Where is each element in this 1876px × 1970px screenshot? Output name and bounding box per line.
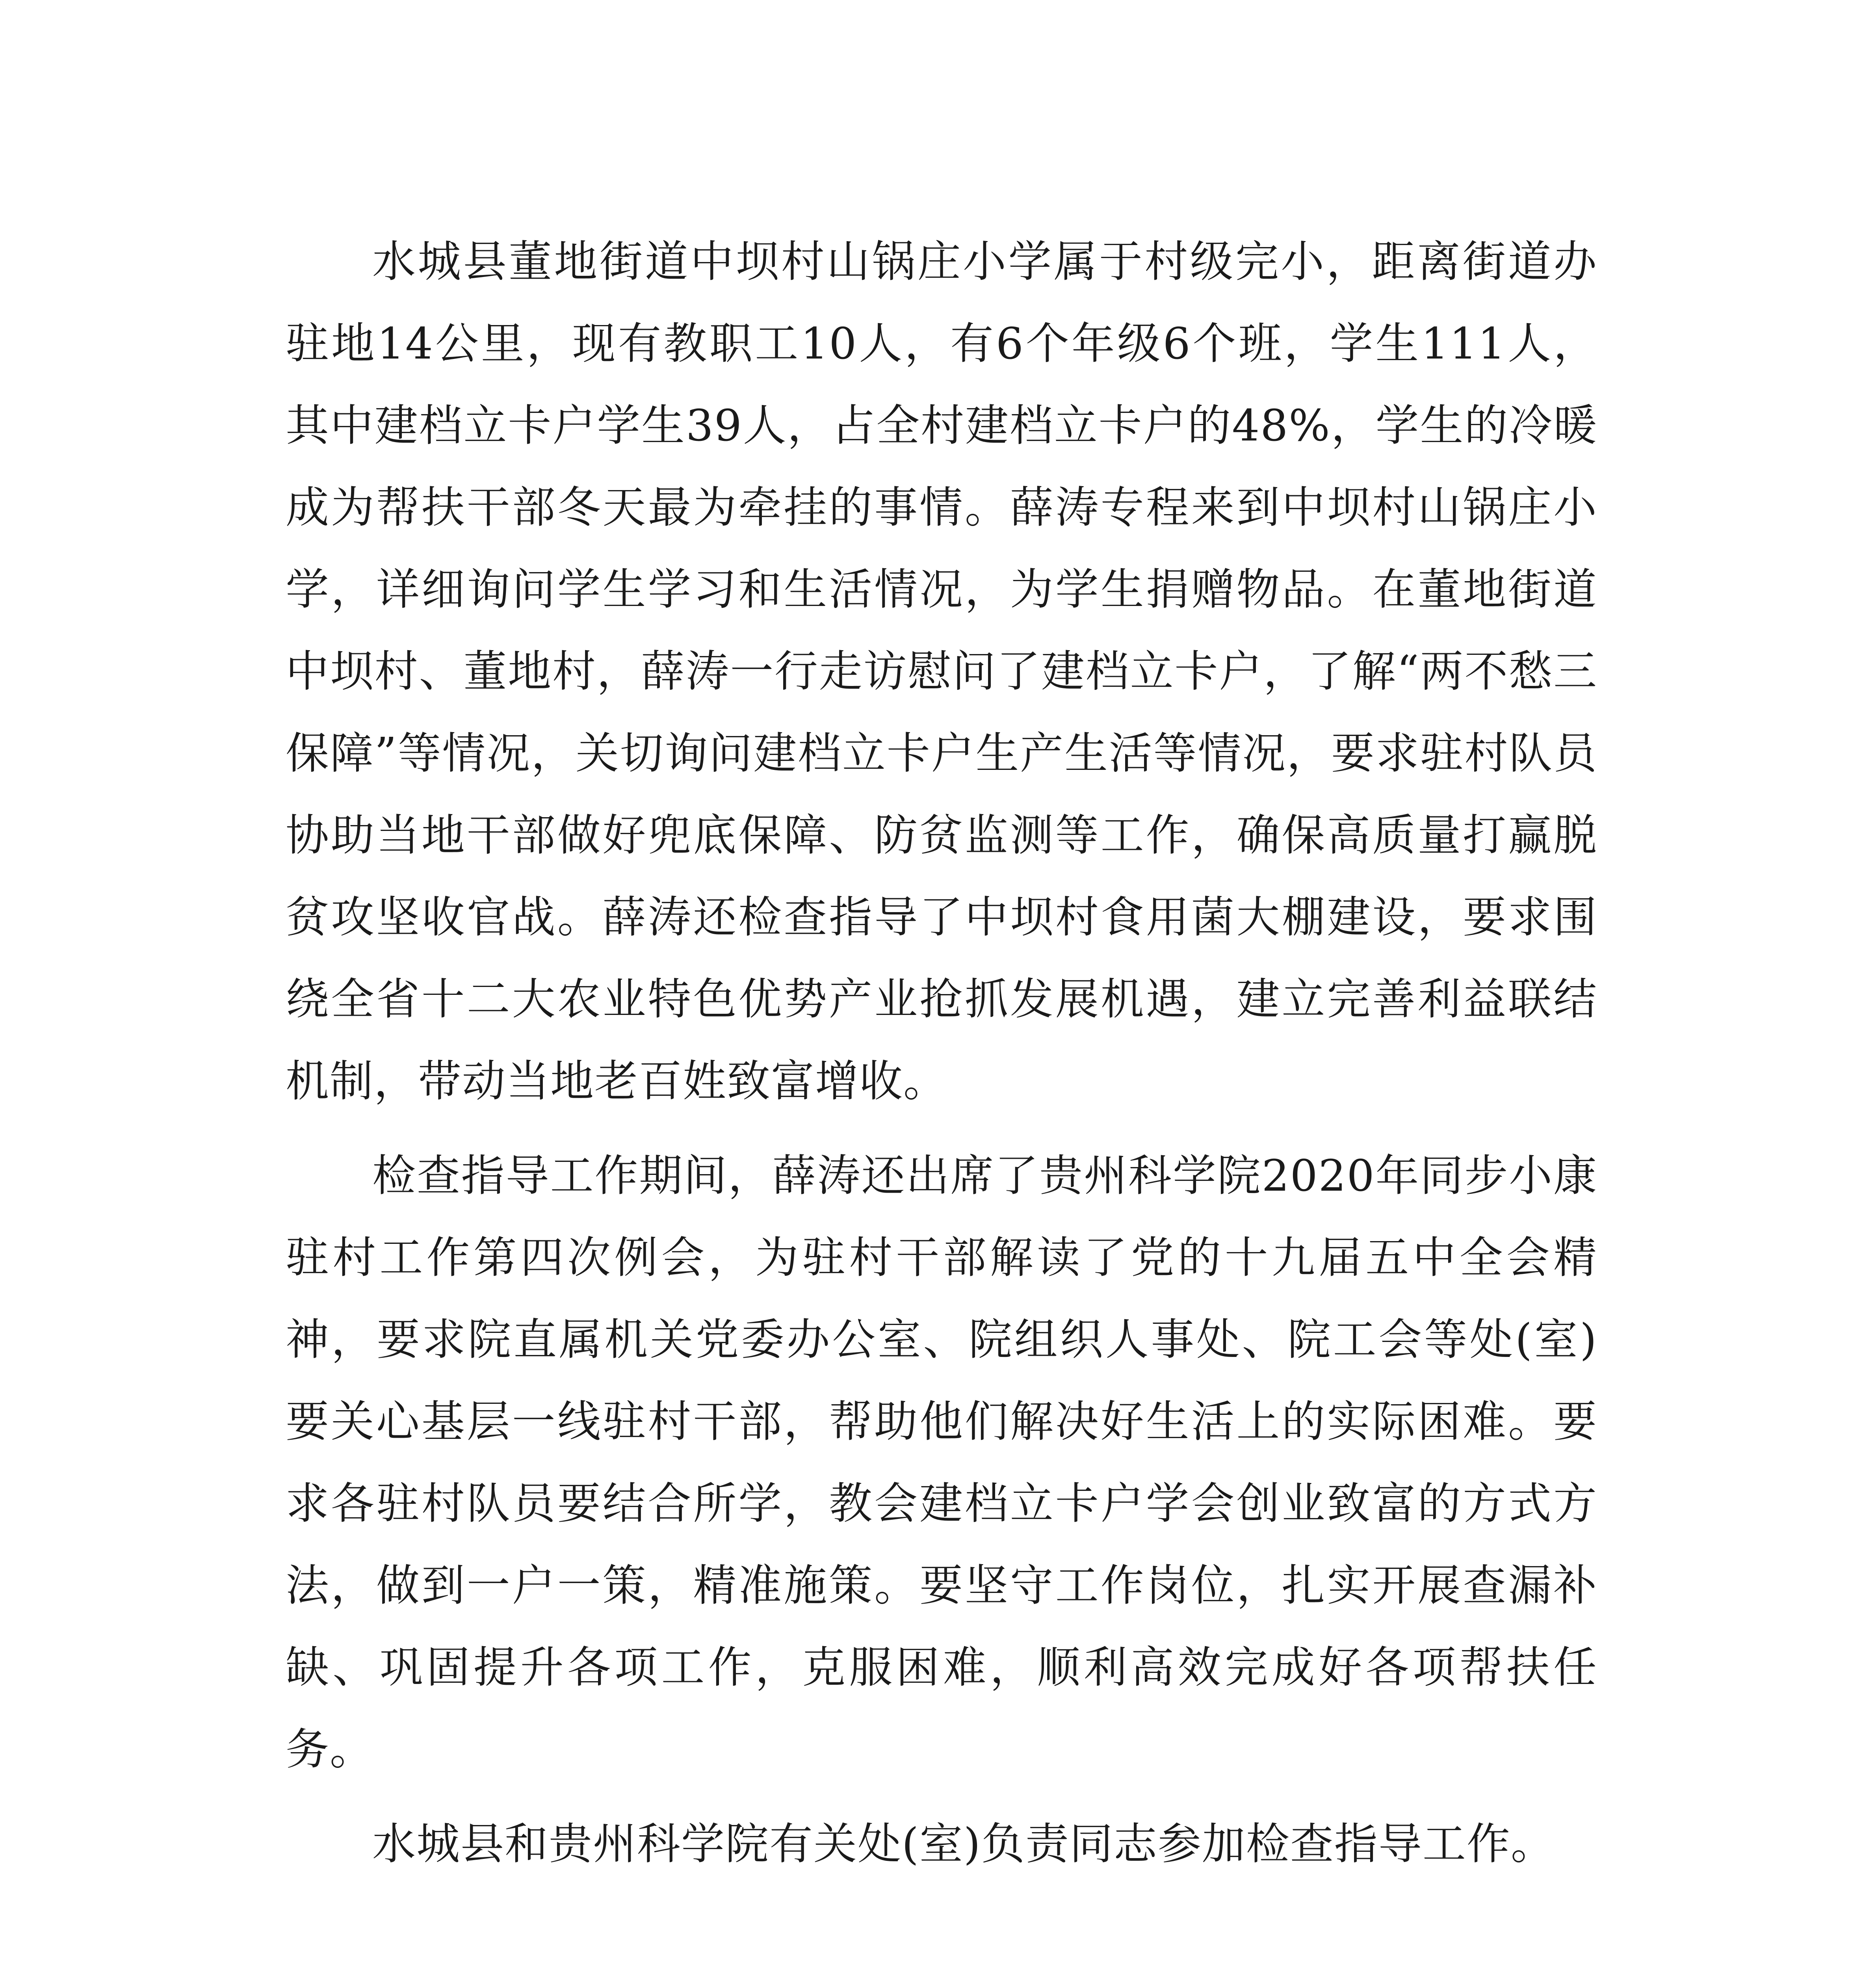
paragraph-meeting: 检查指导工作期间，薛涛还出席了贵州科学院2020年同步小康驻村工作第四次例会，为驻村干部解读了党的十九届五中全会精神，要求院直属机关党委办公室、院组织人事处、院工会等处(室)要关心基层一线驻村干部，帮助他们解决好生活上的实际困难。要求各驻村队员要结合所学，教会建档立卡户学会创业致富的方式方法，做到一户一策，精准施策。要坚守工作岗位，扎实开展查漏补缺、巩固提升各项工作，克服困难，顺利高效完成好各项帮扶任务。 [286, 1150, 1597, 1775]
paragraph-participants: 水城县和贵州科学院有关处(室)负责同志参加检查指导工作。 [372, 1819, 1555, 1869]
document-body [286, 221, 1597, 1898]
paragraph-school-visit: 水城县董地街道中坝村山锅庄小学属于村级完小，距离街道办驻地14公里，现有教职工10人，有6个年级6个班，学生111人，其中建档立卡户学生39人，占全村建档立卡户的48%，学生的冷暖成为帮扶干部冬天最为牵挂的事情。薛涛专程来到中坝村山锅庄小学，详细询问学生学习和生活情况，为学生捐赠物品。在董地街道中坝村、董地村，薛涛一行走访慰问了建档立卡户，了解“两不愁三保障”等情况，关切询问建档立卡户生产生活等情况，要求驻村队员协助当地干部做好兜底保障、防贫监测等工作，确保高质量打赢脱贫攻坚收官战。薛涛还检查指导了中坝村食用菌大棚建设，要求围绕全省十二大农业特色优势产业抢抓发展机遇，建立完善利益联结机制，带动当地老百姓致富增收。 [286, 236, 1597, 1106]
